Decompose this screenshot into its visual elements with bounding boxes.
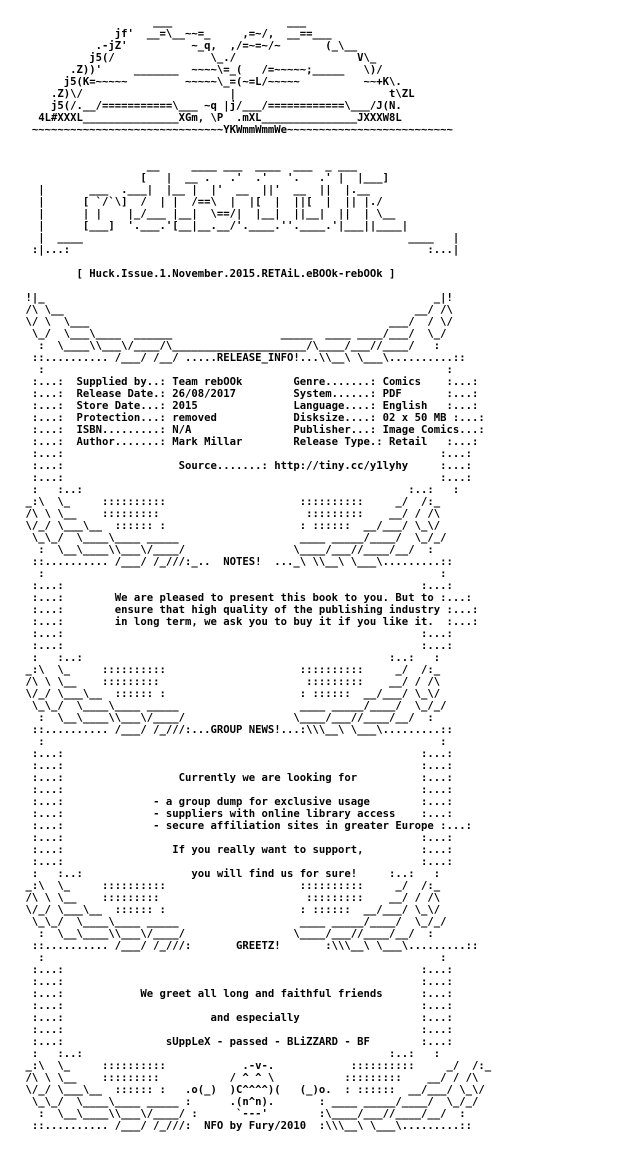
nfo-line: ___ ___ [0,16,307,28]
nfo-line: | ___ .___| |__ | |' __ ||' __ || |.__ [0,184,370,196]
nfo-line: | [___] '.___.'[__|__.__/'.____.''.____.'|___||____| [0,220,409,232]
nfo-line: :...: ensure that high quality of the publishing industry :...: [0,604,479,616]
nfo-line: : \__\____\\___\/____/ \____/___//____/__/ : [0,544,434,556]
nfo-line: 4L#XXXL_______________XGm, \P .mXL_______________JXXXW8L [0,112,402,124]
nfo-line: jf' __=\__~~=_ ,=~/, __==___ [0,28,332,40]
nfo-line: : \__\____\\___\/____/ \____/___//____/__/ : [0,712,434,724]
nfo-line: ~~~~~~~~~~~~~~~~~~~~~~~~~~~~~~YKWmmWmmWe~~~~~~~~~~~~~~~~~~~~~~~~~~ [0,124,453,136]
nfo-line [0,256,640,268]
nfo-line: :...: :...: [0,580,453,592]
nfo-line: \/ \ \___ ___/ / \/ [0,316,453,328]
nfo-line: :...: in long term, we ask you to buy it if you like it. :...: [0,616,479,628]
nfo-line: : :..: :..: : [0,484,460,496]
nfo-line [0,4,640,16]
nfo-line: :...: :...: [0,832,453,844]
nfo-line: _:\ \_ :::::::::: .-v-. :::::::::: _/ /:_ [0,1060,492,1072]
nfo-line: :...: :...: [0,1024,453,1036]
nfo-line: :...: Protection...: removed Disksize....: 02 x 50 MB :...: [0,412,485,424]
nfo-line: [ Huck.Issue.1.November.2015.RETAiL.eBOOk-rebOOk ] [0,268,396,280]
nfo-line: j5(/ \_./ V\_ [0,52,377,64]
nfo-line: :...: :...: [0,784,453,796]
nfo-line: :...: We greet all long and faithful friends :...: [0,988,453,1000]
nfo-line: \_\_/ \____\____ _____ : .(n^n). : ____ _____/____/ \_/_/ [0,1096,479,1108]
nfo-line: :...: :...: [0,1000,453,1012]
nfo-line: \/_/ \___\__ :::::: : : :::::: __/___/ \_\/ [0,520,441,532]
nfo-line: \/_/ \___\__ :::::: : : :::::: __/___/ \_\/ [0,904,441,916]
nfo-line: :...: Store Date...: 2015 Language....: English :...: [0,400,479,412]
nfo-line: \_\_/ \____\____ _____ ____ _____/____/ \_/_/ [0,532,447,544]
nfo-line: : :..: :..: : [0,652,441,664]
nfo-line: .Z)\/ | t\ZL [0,88,415,100]
nfo-line: : : [0,568,447,580]
nfo-line: :...: If you really want to support, :...: [0,844,453,856]
nfo-line: :...: :...: [0,856,453,868]
nfo-line: : \____\\___\/____/\_____________________/\____/___//____/ : [0,340,441,352]
nfo-line: /\ \__ __/ /\ [0,304,453,316]
nfo-line: : :..: :..: : [0,1048,441,1060]
nfo-line: ::.......... /___/ /_///: GREETZ! :\\\__\ \___\.........:: [0,940,479,952]
nfo-line: \_\_/ \____\____ _____ ____ _____/____/ \_/_/ [0,916,447,928]
nfo-line: :...: :...: [0,628,453,640]
nfo-line: :...: We are pleased to present this book to you. But to :...: [0,592,472,604]
nfo-line: /\ \ \__ ::::::::: ::::::::: __/ / /\ [0,676,441,688]
nfo-line: :...: :...: [0,640,453,652]
nfo-line: \/_/ \___\__ :::::: : : :::::: __/___/ \_\/ [0,688,441,700]
nfo-line: :...: :...: [0,472,472,484]
nfo-line: !|_ _|! [0,292,453,304]
nfo-line: \/_/ \___\__ :::::: : .o(_) )C^^^^)( (_)o. : :::::: __/___/ \_\/ [0,1084,485,1096]
nfo-line: :...: Release Date.: 26/08/2017 System......: PDF :...: [0,388,479,400]
nfo-line: [ | __ . .' .' '. .' | |___] [0,172,390,184]
nfo-line: /\ \ \__ ::::::::: ::::::::: __/ / /\ [0,892,441,904]
nfo-line: : \__\____\\___\/____/ : `---' :\____/___//____/__/ : [0,1108,466,1120]
nfo-line: :...: - suppliers with online library access :...: [0,808,453,820]
nfo-line: : : [0,736,447,748]
nfo-line: .-jZ' ~_q, ,/=~=~/~ (_\__ [0,40,358,52]
nfo-line: :...: :...: [0,760,453,772]
nfo-line: \_\_/ \____\____ _____ ____ _____/____/ \_/_/ [0,700,447,712]
nfo-line: :...: :...: [0,964,453,976]
nfo-line: :...: and especially :...: [0,1012,453,1024]
nfo-line: __ ____ ___ ____ ___ _ ___ [0,160,358,172]
nfo-line: : : [0,952,447,964]
nfo-line: | | | |_/___ |__| \==/| |__| ||__| || | \__ [0,208,396,220]
nfo-line: :...: Supplied by..: Team rebOOk Genre.......: Comics :...: [0,376,479,388]
nfo-line: ::.......... /___/ /__/ .....RELEASE_INFO!...\\__\ \___\..........:: [0,352,466,364]
nfo-line: :|...: :...| [0,244,460,256]
nfo-line: :...: ISBN.........: N/A Publisher...: Image Comics...: [0,424,485,436]
nfo-line: j5(K=~~~~~ ~~~~~\_=(~=L/~~~~~ ~~+K\. [0,76,402,88]
nfo-line: :...: Currently we are looking for :...: [0,772,453,784]
nfo-line: :...: :...: [0,448,472,460]
nfo-line: /\ \ \__ ::::::::: ::::::::: __/ / /\ [0,508,441,520]
nfo-line [0,148,640,160]
nfo-line: j5(/.__/===========\___ ~q |j/___/============\___/J(N. [0,100,402,112]
nfo-line: : :..: you will find us for sure! :..: : [0,868,441,880]
nfo-line: : : [0,364,453,376]
nfo-line: :...: Source.......: http://tiny.cc/y1lyhy :...: [0,460,472,472]
nfo-line: _:\ \_ :::::::::: :::::::::: _/ /:_ [0,880,441,892]
nfo-line: :...: :...: [0,748,453,760]
nfo-line: :...: sUppLeX - passed - BLiZZARD - BF :...: [0,1036,453,1048]
nfo-line: | [ `/`\] / | | /==\ | |[ | ||[ | || |./ [0,196,383,208]
nfo-line: _:\ \_ :::::::::: :::::::::: _/ /:_ [0,496,441,508]
nfo-line: ::.......... /___/ /_///:_.. NOTES! ..._\ \\__\ \___\.........:: [0,556,453,568]
nfo-line [0,280,640,292]
nfo-line: .Z))' _______ ~~~~\=_( /=~~~~~;_____ \)/ [0,64,383,76]
nfo-line [0,136,640,148]
nfo-line: _:\ \_ :::::::::: :::::::::: _/ /:_ [0,664,441,676]
nfo-line: :...: :...: [0,976,453,988]
nfo-line: /\ \ \__ ::::::::: / ^ ^ \ ::::::::: __/ / /\ [0,1072,479,1084]
nfo-line: \_/ \___\____ ______ _____ ____ ____/___/ \_/ [0,328,447,340]
nfo-line: :...: - a group dump for exclusive usage :...: [0,796,453,808]
nfo-line: : \__\____\\___\/____/ \____/___//____/__/ : [0,928,434,940]
nfo-line: :...: Author.......: Mark Millar Release Type.: Retail :...: [0,436,479,448]
nfo-line: :...: - secure affiliation sites in greater Europe :...: [0,820,472,832]
nfo-line: ::.......... /___/ /_///: NFO by Fury/2010 :\\\__\ \___\.........:: [0,1120,472,1132]
nfo-line: | ____ ____ | [0,232,460,244]
nfo-line: ::.......... /___/ /_///:...GROUP NEWS!...:\\\__\ \___\.........:: [0,724,453,736]
